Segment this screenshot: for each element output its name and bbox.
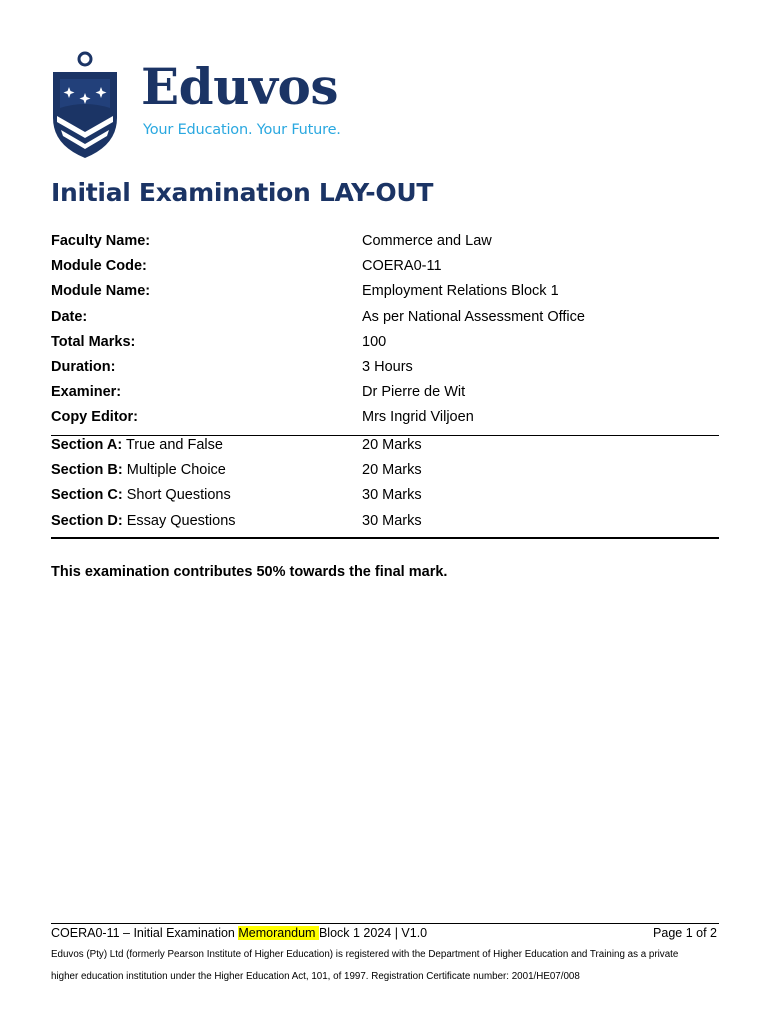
detail-label: Date:	[51, 308, 88, 325]
section-marks: 20 Marks	[362, 437, 422, 453]
sections-table	[51, 434, 719, 535]
registration-note-line: Eduvos (Pty) Ltd (formerly Pearson Institute of Higher Education) is registered with the Department of Higher Education and Training as a private	[51, 949, 679, 960]
section-label: Section A: True and False	[51, 437, 223, 453]
section-label: Section D: Essay Questions	[51, 512, 236, 529]
section-row-d	[51, 510, 719, 535]
detail-row-faculty	[51, 230, 719, 255]
detail-row-module-name	[51, 280, 719, 305]
section-row-a	[51, 434, 719, 459]
detail-row-copy-editor	[51, 406, 719, 431]
exam-details-table	[51, 230, 719, 432]
footer-rule	[51, 923, 719, 924]
detail-row-duration	[51, 356, 719, 381]
section-row-c	[51, 484, 719, 509]
detail-label: Faculty Name:	[51, 233, 151, 249]
brand-tagline: Your Education. Your Future.	[143, 122, 341, 138]
detail-label: Module Code:	[51, 258, 147, 275]
contribution-note: This examination contributes 50% towards the final mark.	[51, 564, 448, 580]
section-row-b	[51, 459, 719, 484]
eduvos-logo	[51, 50, 371, 160]
detail-value: Mrs Ingrid Viljoen	[362, 409, 474, 426]
footer-document-id: COERA0-11 – Initial Examination Memorandum Block 1 2024 | V1.0	[51, 926, 428, 940]
document-title: Initial Examination LAY-OUT	[51, 178, 434, 207]
section-label: Section B: Multiple Choice	[51, 462, 226, 479]
detail-label: Examiner:	[51, 384, 122, 401]
detail-label: Total Marks:	[51, 333, 136, 350]
detail-row-examiner	[51, 381, 719, 406]
section-marks: 30 Marks	[362, 487, 422, 504]
detail-label: Copy Editor:	[51, 409, 138, 426]
detail-value: COERA0-11	[362, 258, 442, 275]
detail-row-module-code	[51, 255, 719, 280]
detail-row-date	[51, 306, 719, 331]
registration-note	[51, 944, 731, 988]
detail-value: 3 Hours	[362, 358, 413, 375]
detail-label: Module Name:	[51, 283, 151, 300]
brand-name: Eduvos	[141, 57, 338, 116]
page-number: Page 1 of 2	[653, 926, 717, 940]
detail-value: Employment Relations Block 1	[362, 283, 559, 300]
section-marks: 30 Marks	[362, 512, 422, 529]
detail-value: As per National Assessment Office	[362, 308, 585, 325]
detail-row-total-marks	[51, 331, 719, 356]
detail-value: 100	[362, 333, 387, 350]
section-label: Section C: Short Questions	[51, 487, 231, 504]
section-marks: 20 Marks	[362, 462, 422, 479]
detail-value: Dr Pierre de Wit	[362, 384, 466, 401]
highlighted-text: Memorandum	[238, 926, 319, 940]
eduvos-shield-icon	[51, 50, 119, 160]
detail-value: Commerce and Law	[362, 233, 492, 249]
table-bottom-rule	[51, 537, 719, 539]
detail-label: Duration:	[51, 358, 116, 375]
registration-note-line: higher education institution under the Higher Education Act, 101, of 1997. Registration Certificate number: 2001/HE07/008	[51, 971, 580, 982]
